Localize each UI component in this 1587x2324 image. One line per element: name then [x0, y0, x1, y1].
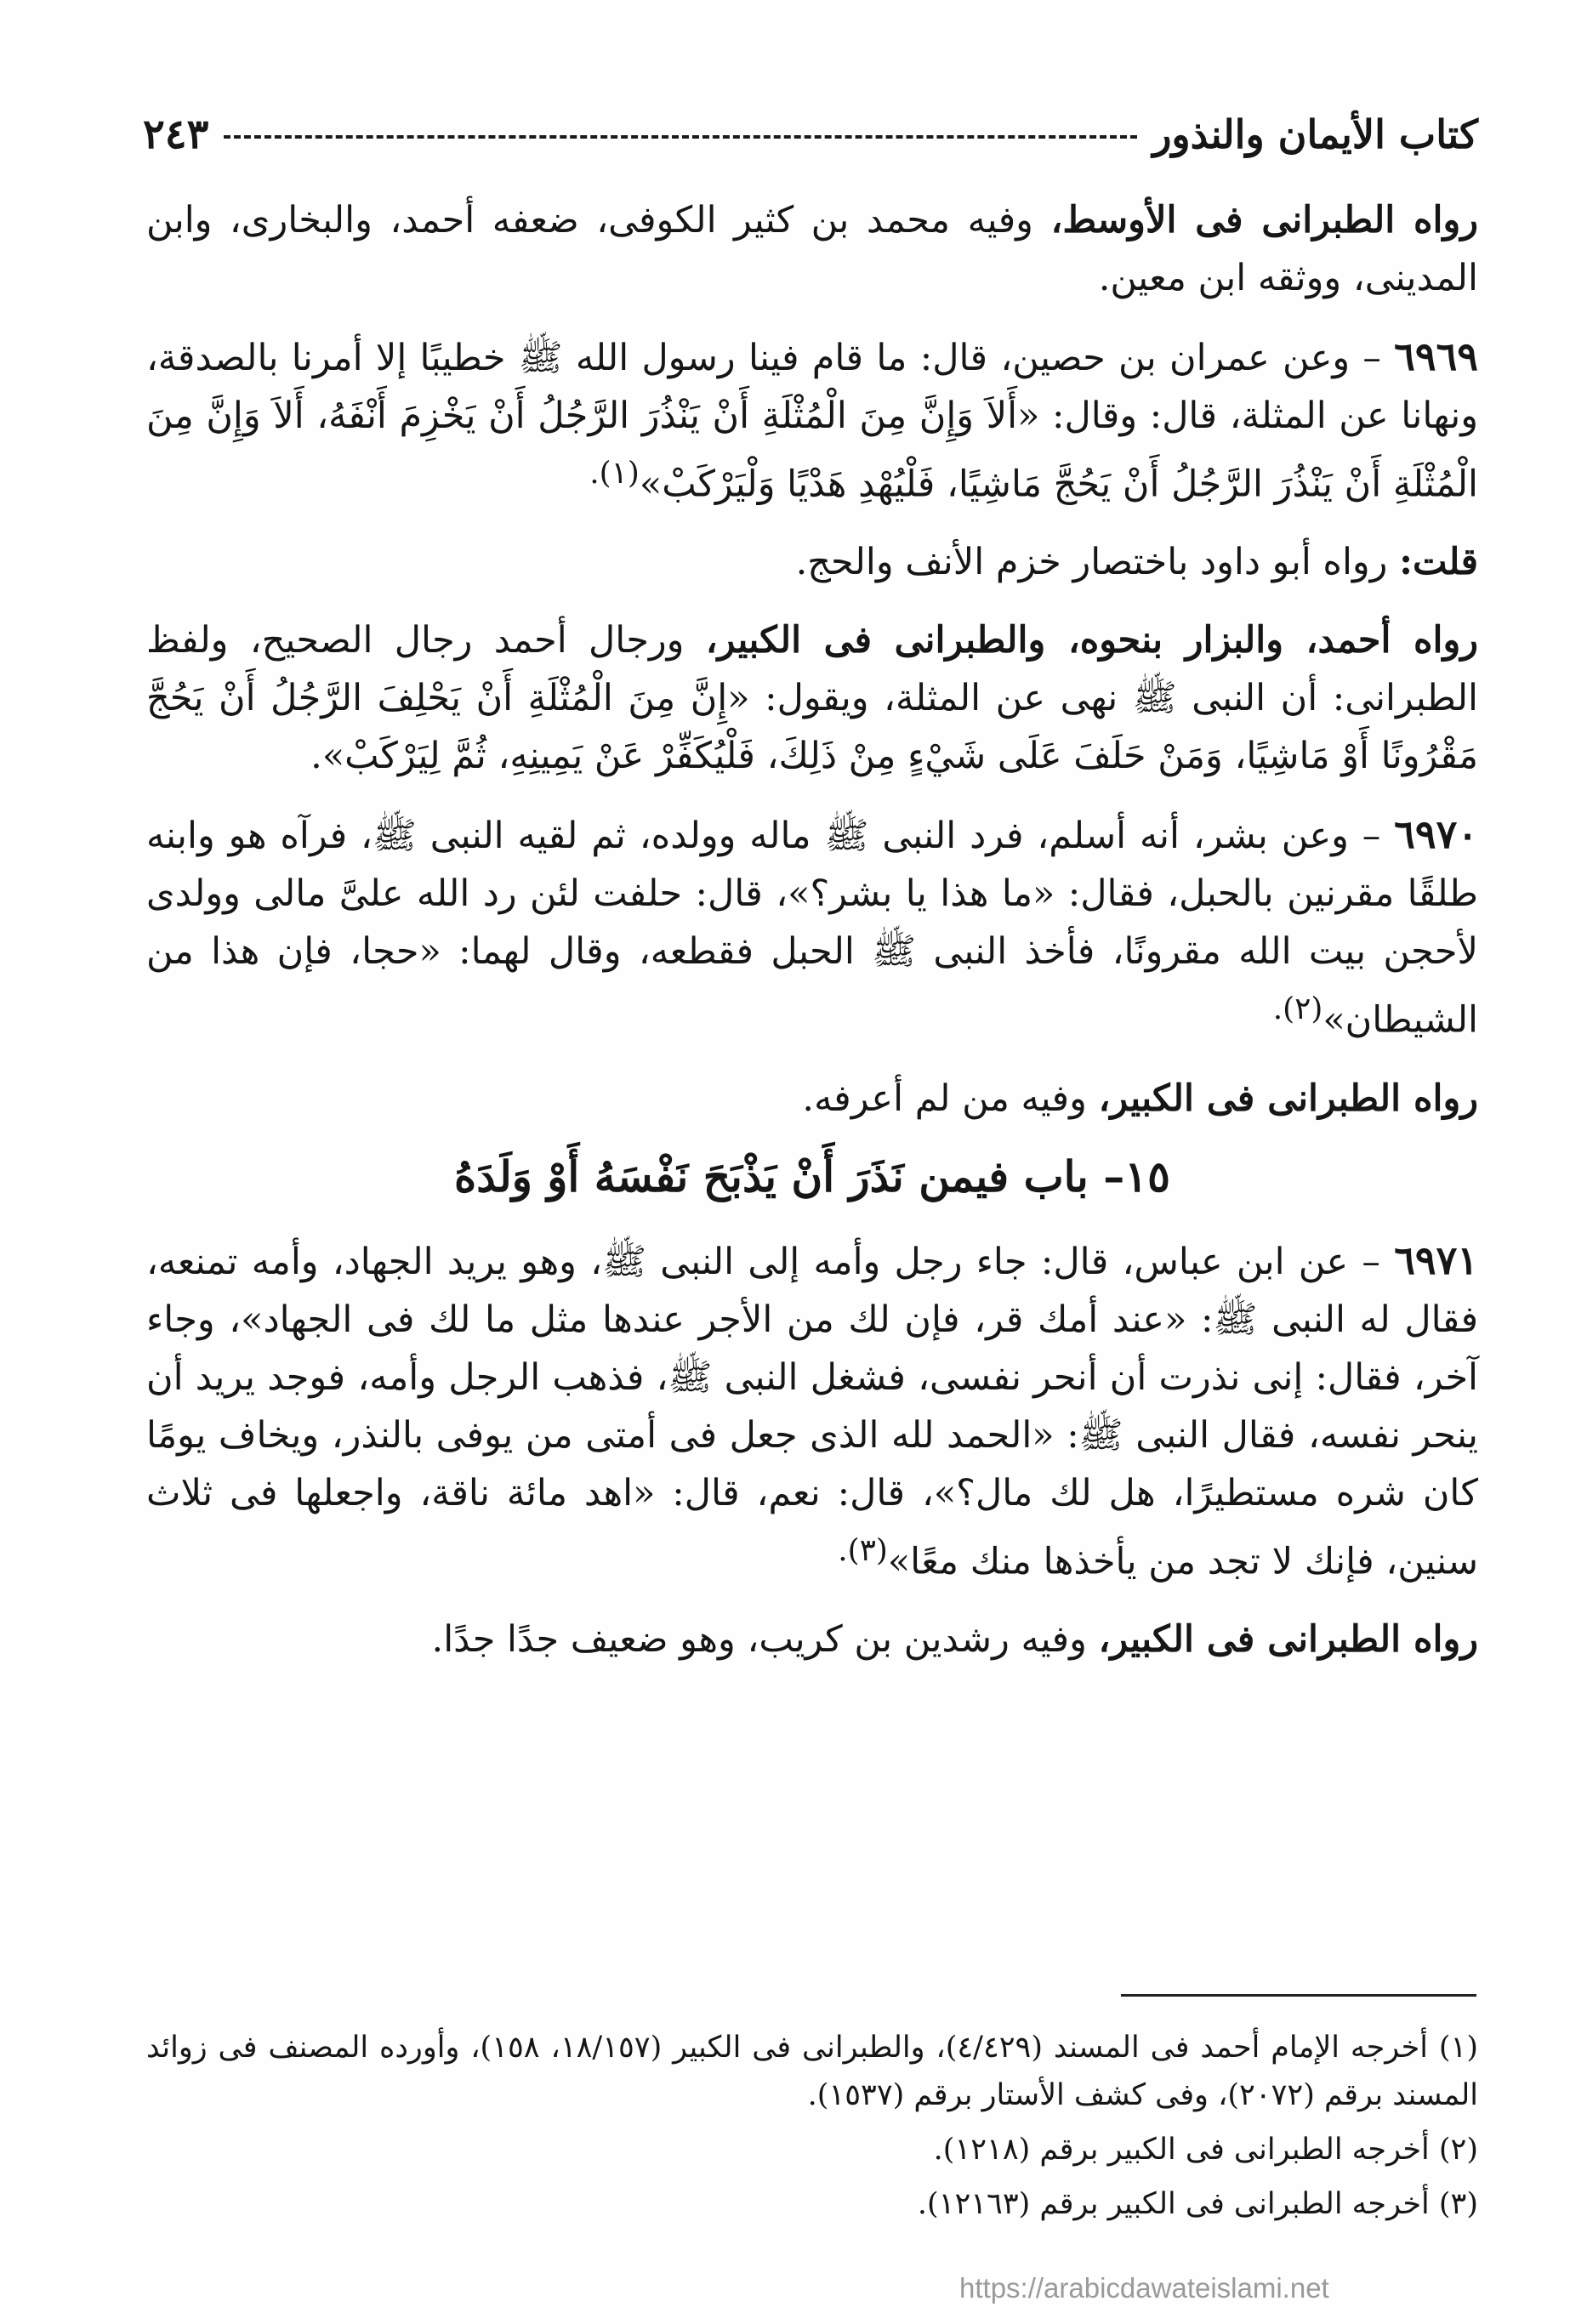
- footnote-separator: [1121, 1994, 1476, 1997]
- paragraph-text: وفيه من لم أعرفه.: [802, 1077, 1087, 1120]
- paragraph-6: [146, 1070, 1478, 1128]
- source-citation: رواه الطبرانى فى الكبير،: [1098, 1617, 1478, 1661]
- book-title: كتاب الأيمان والنذور: [1152, 111, 1478, 157]
- chapter-heading: ١٥– باب فيمن نَذَرَ أَنْ يَذْبَحَ نَفْسَهُ أَوْ وَلَدَهُ: [454, 1151, 1170, 1202]
- hadith-number: ٦٩٧٠: [1394, 811, 1478, 858]
- paragraph-4: [146, 611, 1478, 785]
- running-header: [143, 100, 1478, 168]
- paragraph-text: وفيه محمد بن كثير الكوفى، ضعفه أحمد، والبخارى، وابن المدينى، ووثقه ابن معين.: [146, 199, 1478, 299]
- page-number: ٢٤٣: [143, 111, 209, 158]
- paragraph-text: وفيه رشدين بن كريب، وهو ضعيف جدًا جدًا.: [431, 1617, 1087, 1661]
- source-citation: رواه الطبرانى فى الكبير،: [1098, 1077, 1478, 1120]
- paragraph-text: ورجال أحمد رجال الصحيح، ولفظ الطبرانى: أن النبى ﷺ نهى عن المثلة، ويقول: «إِنَّ مِنَ الْمُثْلَةِ أَنْ يَحْلِفَ الرَّجُلُ أَنْ يَحُجَّ مَقْرُونًا أَوْ مَاشِيًا، وَمَنْ حَلَفَ عَلَى شَيْءٍ مِنْ ذَلِكَ، فَلْيُكَفِّرْ عَنْ يَمِينِهِ، ثُمَّ لِيَرْكَبْ».: [146, 619, 1478, 778]
- hadith-text: – وعن عمران بن حصين، قال: ما قام فينا رسول الله ﷺ خطيبًا إلا أمرنا بالصدقة، ونهانا عن المثلة، قال: وقال: «أَلاَ وَإِنَّ مِنَ الْمُثْلَةِ أَنْ يَنْذُرَ الرَّجُلُ أَنْ يَخْزِمَ أَنْفَهُ، أَلاَ وَإِنَّ مِنَ الْمُثْلَةِ أَنْ يَنْذُرَ الرَّجُلُ أَنْ يَحُجَّ مَاشِيًا، فَلْيُهْدِ هَدْيًا وَلْيَرْكَبْ»: [146, 337, 1478, 506]
- paragraph-note: [146, 533, 1478, 591]
- paragraph-8: [146, 1611, 1478, 1668]
- header-dashed-rule: [224, 135, 1137, 139]
- footnote-ref: (٢).: [1272, 992, 1323, 1027]
- hadith-6969: [146, 327, 1478, 513]
- hadith-6970: [146, 805, 1478, 1048]
- paragraph-text: رواه أبو داود باختصار خزم الأنف والحج.: [795, 541, 1388, 584]
- hadith-text: – عن ابن عباس، قال: جاء رجل وأمه إلى النبى ﷺ، وهو يريد الجهاد، وأمه تمنعه، فقال له النبى ﷺ: «عند أمك قر، فإن لك من الأجر عندها مثل ما لك فى الجهاد»، وجاء آخر، فقال: إنى نذرت أن أنحر نفسى، فشغل النبى ﷺ، فذهب الرجل وأمه، فوجد يريد أن ينحر نفسه، فقال النبى ﷺ: «الحمد لله الذى جعل فى أمتى من يوفى بالنذر، ويخاف يومًا كان شره مستطيرًا، هل لك مال؟»، قال: نعم، قال: «اهد مائة ناقة، واجعلها فى ثلاث سنين، فإنك لا تجد من يأخذها منك معًا»: [146, 1240, 1478, 1582]
- footnote-ref: (٣).: [838, 1532, 888, 1568]
- footnote-2: (٢) أخرجه الطبرانى فى الكبير برقم (١٢١٨).: [933, 2133, 1478, 2167]
- source-citation: رواه الطبرانى فى الأوسط،: [1050, 199, 1478, 241]
- footnote-3: (٣) أخرجه الطبرانى فى الكبير برقم (١٢١٦٣).: [917, 2187, 1478, 2221]
- main-text: [146, 191, 1478, 1689]
- footnote-1: (١) أخرجه الإمام أحمد فى المسند (٤/٤٢٩)، والطبرانى فى الكبير (١٨/١٥٧، ١٥٨)، وأورده المصنف فى زوائد المسند برقم (٢٠٧٢)، وفى كشف الأستار برقم (١٥٣٧).: [146, 2031, 1478, 2112]
- hadith-6971: [146, 1231, 1478, 1590]
- watermark-url: https://arabicdawateislami.net: [959, 2272, 1329, 2304]
- source-citation: رواه أحمد، والبزار بنحوه، والطبرانى فى الكبير،: [705, 619, 1479, 662]
- note-lead: قلت:: [1399, 541, 1478, 584]
- hadith-number: ٦٩٧١: [1394, 1236, 1479, 1283]
- hadith-number: ٦٩٦٩: [1394, 333, 1478, 379]
- footnote-ref: (١).: [589, 456, 640, 491]
- paragraph-1: [146, 191, 1478, 307]
- footnotes: [146, 2024, 1478, 2235]
- hadith-text: – وعن بشر، أنه أسلم، فرد النبى ﷺ ماله وولده، ثم لقيه النبى ﷺ، فرآه هو وابنه طلقًا مقرنين بالحبل، فقال: «ما هذا يا بشر؟»، قال: حلفت لئن رد الله علىَّ مالى وولدى لأحجن بيت الله مقرونًا، فأخذ النبى ﷺ الحبل فقطعه، وقال لهما: «حجا، فإن هذا من الشيطان»: [146, 815, 1478, 1042]
